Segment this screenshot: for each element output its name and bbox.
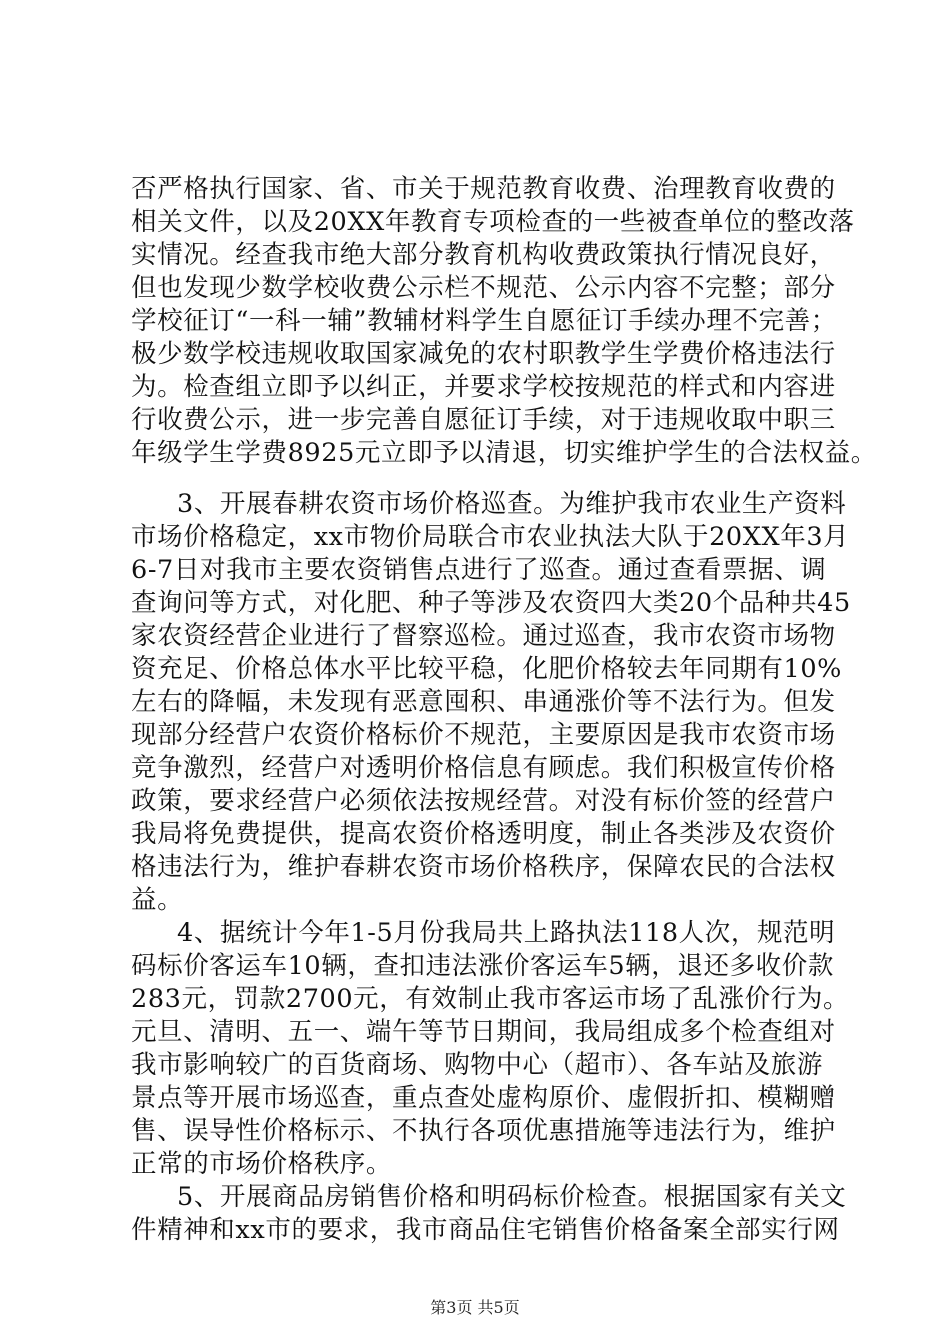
body-text-line: 相关文件，以及20XX年教育专项检查的一些被查单位的整改落 <box>131 207 855 237</box>
body-text-line: 实情况。经查我市绝大部分教育机构收费政策执行情况良好， <box>131 240 836 270</box>
body-text-line: 极少数学校违规收取国家减免的农村职教学生学费价格违法行 <box>131 339 836 369</box>
body-text-line: 景点等开展市场巡查，重点查处虚构原价、虚假折扣、模糊赠 <box>131 1083 836 1113</box>
body-text-line: 但也发现少数学校收费公示栏不规范、公示内容不完整；部分 <box>131 273 836 303</box>
body-text-line: 政策，要求经营户必须依法按规经营。对没有标价签的经营户 <box>131 786 836 816</box>
body-text-line: 市场价格稳定，xx市物价局联合市农业执法大队于20XX年3月 <box>131 522 850 552</box>
body-text-line: 售、误导性价格标示、不执行各项优惠措施等违法行为，维护 <box>131 1116 836 1146</box>
body-text-line: 件精神和xx市的要求，我市商品住宅销售价格备案全部实行网 <box>131 1215 840 1245</box>
body-text-line: 家农资经营企业进行了督察巡检。通过巡查，我市农资市场物 <box>131 621 836 651</box>
body-text-line: 283元，罚款2700元，有效制止我市客运市场了乱涨价行为。 <box>131 984 850 1014</box>
body-text-line: 格违法行为，维护春耕农资市场价格秩序，保障农民的合法权 <box>131 852 836 882</box>
paragraph-4-first-line: 4、据统计今年1-5月份我局共上路执法118人次，规范明 <box>177 918 836 948</box>
body-text-line: 我市影响较广的百货商场、购物中心（超市）、各车站及旅游 <box>131 1050 823 1080</box>
body-text-line: 行收费公示，进一步完善自愿征订手续，对于违规收取中职三 <box>131 405 836 435</box>
body-text-line: 码标价客运车10辆，查扣违法涨价客运车5辆，退还多收价款 <box>131 951 834 981</box>
body-text-line: 现部分经营户农资价格标价不规范，主要原因是我市农资市场 <box>131 720 836 750</box>
page-number-footer: 第3页 共5页 <box>430 1298 520 1317</box>
body-text-line: 左右的降幅，未发现有恶意囤积、串通涨价等不法行为。但发 <box>131 687 836 717</box>
body-text-line: 6-7日对我市主要农资销售点进行了巡查。通过查看票据、调 <box>131 555 827 585</box>
body-text-line: 学校征订“一科一辅”教辅材料学生自愿征订手续办理不完善； <box>131 306 837 336</box>
body-text-line: 正常的市场价格秩序。 <box>131 1149 393 1179</box>
body-text-line: 查询问等方式，对化肥、种子等涉及农资四大类20个品种共45 <box>131 588 851 618</box>
body-text-line: 为。检查组立即予以纠正，并要求学校按规范的样式和内容进 <box>131 372 836 402</box>
paragraph-3-first-line: 3、开展春耕农资市场价格巡查。为维护我市农业生产资料 <box>177 489 847 519</box>
paragraph-5-first-line: 5、开展商品房销售价格和明码标价检查。根据国家有关文 <box>177 1182 847 1212</box>
body-text-line: 否严格执行国家、省、市关于规范教育收费、治理教育收费的 <box>131 174 836 204</box>
body-text-line: 资充足、价格总体水平比较平稳，化肥价格较去年同期有10% <box>131 654 842 684</box>
body-text-line: 益。 <box>131 885 184 915</box>
body-text-line: 竞争激烈，经营户对透明价格信息有顾虑。我们积极宣传价格 <box>131 753 836 783</box>
body-text-line: 元旦、清明、五一、端午等节日期间，我局组成多个检查组对 <box>131 1017 836 1047</box>
body-text-line: 我局将免费提供，提高农资价格透明度，制止各类涉及农资价 <box>131 819 836 849</box>
body-text-line: 年级学生学费8925元立即予以清退，切实维护学生的合法权益。 <box>131 438 877 468</box>
